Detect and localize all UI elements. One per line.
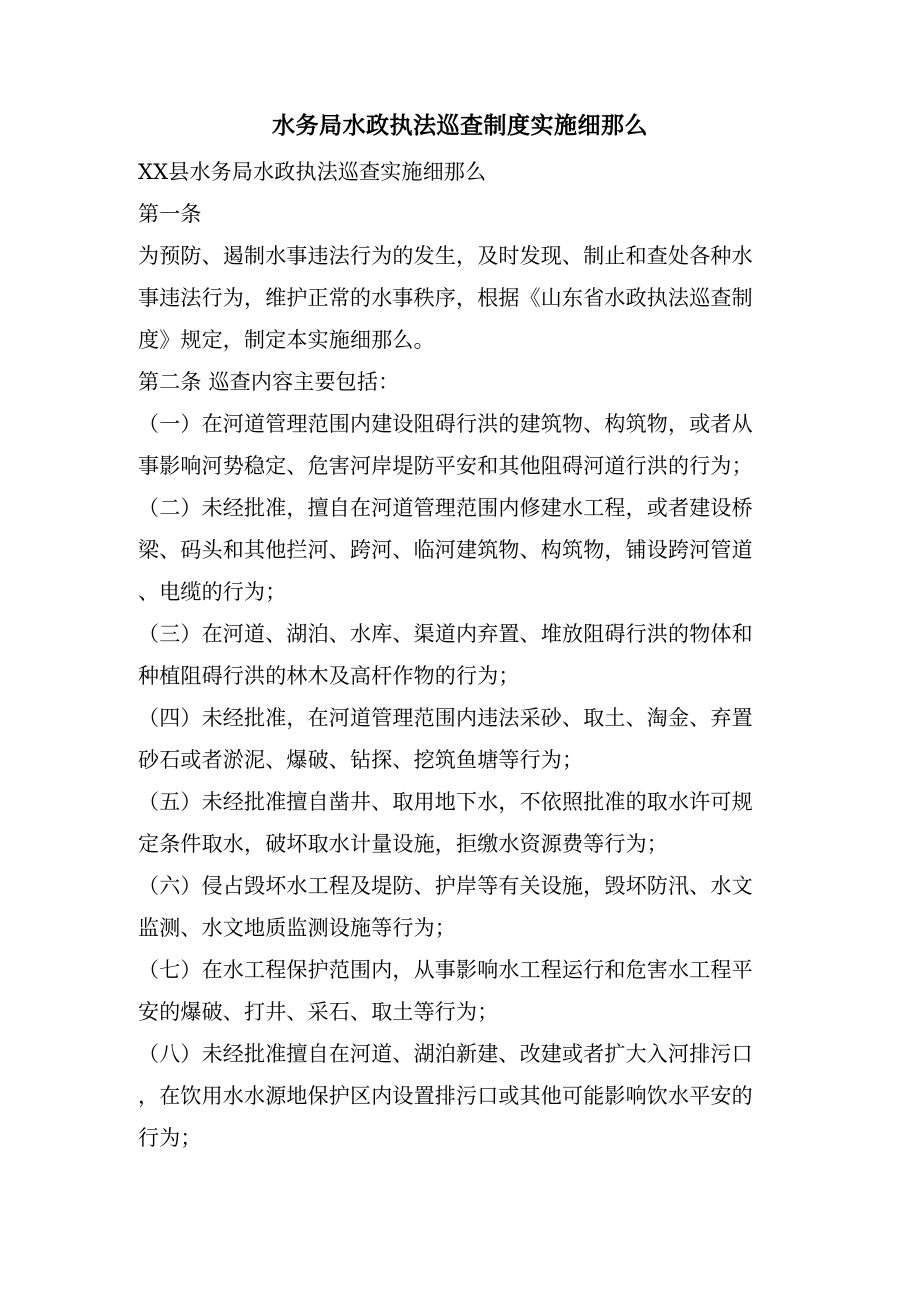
list-item-line: 砂石或者淤泥、爆破、钻探、挖筑鱼塘等行为； (138, 748, 584, 772)
list-item-line: 安的爆破、打井、采石、取土等行为； (138, 1000, 499, 1024)
subtitle-line: XX县水务局水政执法巡查实施细那么 (138, 160, 487, 184)
paragraph-line: 事违法行为，维护正常的水事秩序，根据《山东省水政执法巡查制 (138, 286, 753, 310)
article-heading: 第二条 巡查内容主要包括： (138, 370, 400, 394)
list-item-line: （七）在水工程保护范围内，从事影响水工程运行和危害水工程平 (138, 958, 753, 982)
paragraph-line: 为预防、遏制水事违法行为的发生，及时发现、制止和查处各种水 (138, 244, 753, 268)
list-item-line: （二）未经批准，擅自在河道管理范围内修建水工程，或者建设桥 (138, 496, 753, 520)
list-item-line: 、电缆的行为； (138, 580, 287, 604)
list-item-line: 梁、码头和其他拦河、跨河、临河建筑物、构筑物，铺设跨河管道 (138, 538, 753, 562)
list-item-line: （六）侵占毁坏水工程及堤防、护岸等有关设施，毁坏防汛、水文 (138, 874, 753, 898)
document-title: 水务局水政执法巡查制度实施细那么 (272, 112, 648, 139)
list-item-line: （一）在河道管理范围内建设阻碍行洪的建筑物、构筑物，或者从 (138, 412, 753, 436)
list-item-line: 监测、水文地质监测设施等行为； (138, 916, 456, 940)
list-item-line: 事影响河势稳定、危害河岸堤防平安和其他阻碍河道行洪的行为； (138, 454, 753, 478)
list-item-line: 行为； (138, 1126, 202, 1150)
list-item-line: （八）未经批准擅自在河道、湖泊新建、改建或者扩大入河排污口 (138, 1042, 753, 1066)
list-item-line: 定条件取水，破坏取水计量设施，拒缴水资源费等行为； (138, 832, 668, 856)
list-item-line: （三）在河道、湖泊、水库、渠道内弃置、堆放阻碍行洪的物体和 (138, 622, 753, 646)
list-item-line: 种植阻碍行洪的林木及高杆作物的行为； (138, 664, 520, 688)
list-item-line: ，在饮用水水源地保护区内设置排污口或其他可能影响饮水平安的 (138, 1084, 753, 1108)
list-item-line: （五）未经批准擅自凿井、取用地下水，不依照批准的取水许可规 (138, 790, 753, 814)
article-heading: 第一条 (138, 202, 202, 226)
paragraph-line: 度》规定，制定本实施细那么。 (138, 328, 435, 352)
list-item-line: （四）未经批准，在河道管理范围内违法采砂、取土、淘金、弃置 (138, 706, 753, 730)
